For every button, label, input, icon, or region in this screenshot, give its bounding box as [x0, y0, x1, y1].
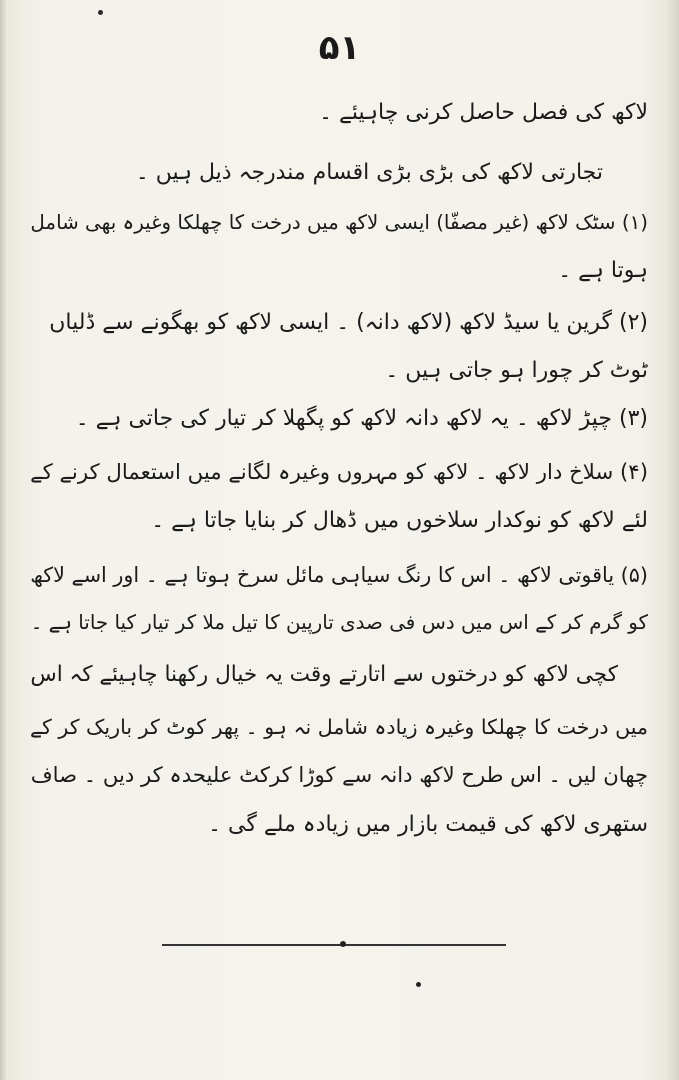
text-line: ٹوٹ کر چورا ہو جاتی ہیں ۔	[385, 358, 648, 383]
text-line: لاکھ کی فصل حاصل کرنی چاہیئے ۔	[319, 100, 648, 125]
ink-speck	[416, 982, 421, 987]
text-line: ستھری لاکھ کی قیمت بازار میں زیادہ ملے گی ۔	[208, 812, 648, 837]
text-line: تجارتی لاکھ کی بڑی بڑی اقسام مندرجہ ذیل ہیں ۔	[135, 160, 603, 185]
ink-speck	[98, 10, 103, 15]
text-line: (۲) گرین یا سیڈ لاکھ (لاکھ دانہ) ۔ ایسی لاکھ کو بھگونے سے ڈلیاں	[49, 310, 648, 335]
text-line: (۴) سلاخ دار لاکھ ۔ لاکھ کو مہروں وغیرہ لگانے میں استعمال کرنے کے	[30, 460, 648, 485]
text-line: میں درخت کا چھلکا وغیرہ زیادہ شامل نہ ہو ۔ پھر کوٹ کر باریک کر کے	[29, 715, 648, 739]
page-number: ۵۱	[318, 28, 361, 68]
text-line: کچی لاکھ کو درختوں سے اتارتے وقت یہ خیال رکھنا چاہیئے کہ اس	[30, 662, 618, 687]
text-line: لئے لاکھ کو نوکدار سلاخوں میں ڈھال کر بنایا جاتا ہے ۔	[151, 508, 648, 533]
text-line: (۱) سٹک لاکھ (غیر مصفّا) ایسی لاکھ میں درخت کا چھلکا وغیرہ بھی شامل	[30, 211, 648, 234]
section-separator	[162, 944, 506, 946]
page-right-edge	[665, 0, 679, 1080]
text-line: کو گرم کر کے اس میں دس فی صدی تارپین کا تیل ملا کر تیار کیا جاتا ہے ۔	[30, 611, 648, 634]
text-line: ہوتا ہے ۔	[558, 258, 648, 283]
text-line: چھان لیں ۔ اس طرح لاکھ دانہ سے کوڑا کرکٹ علیحدہ کر دیں ۔ صاف	[30, 762, 648, 787]
text-line: (۵) یاقوتی لاکھ ۔ اس کا رنگ سیاہی مائل سرخ ہوتا ہے ۔ اور اسے لاکھ	[30, 563, 648, 587]
text-line: (۳) چپڑ لاکھ ۔ یہ لاکھ دانہ لاکھ کو پگھلا کر تیار کی جاتی ہے ۔	[75, 406, 648, 431]
separator-ornament	[340, 941, 346, 947]
page-left-edge	[0, 0, 7, 1080]
